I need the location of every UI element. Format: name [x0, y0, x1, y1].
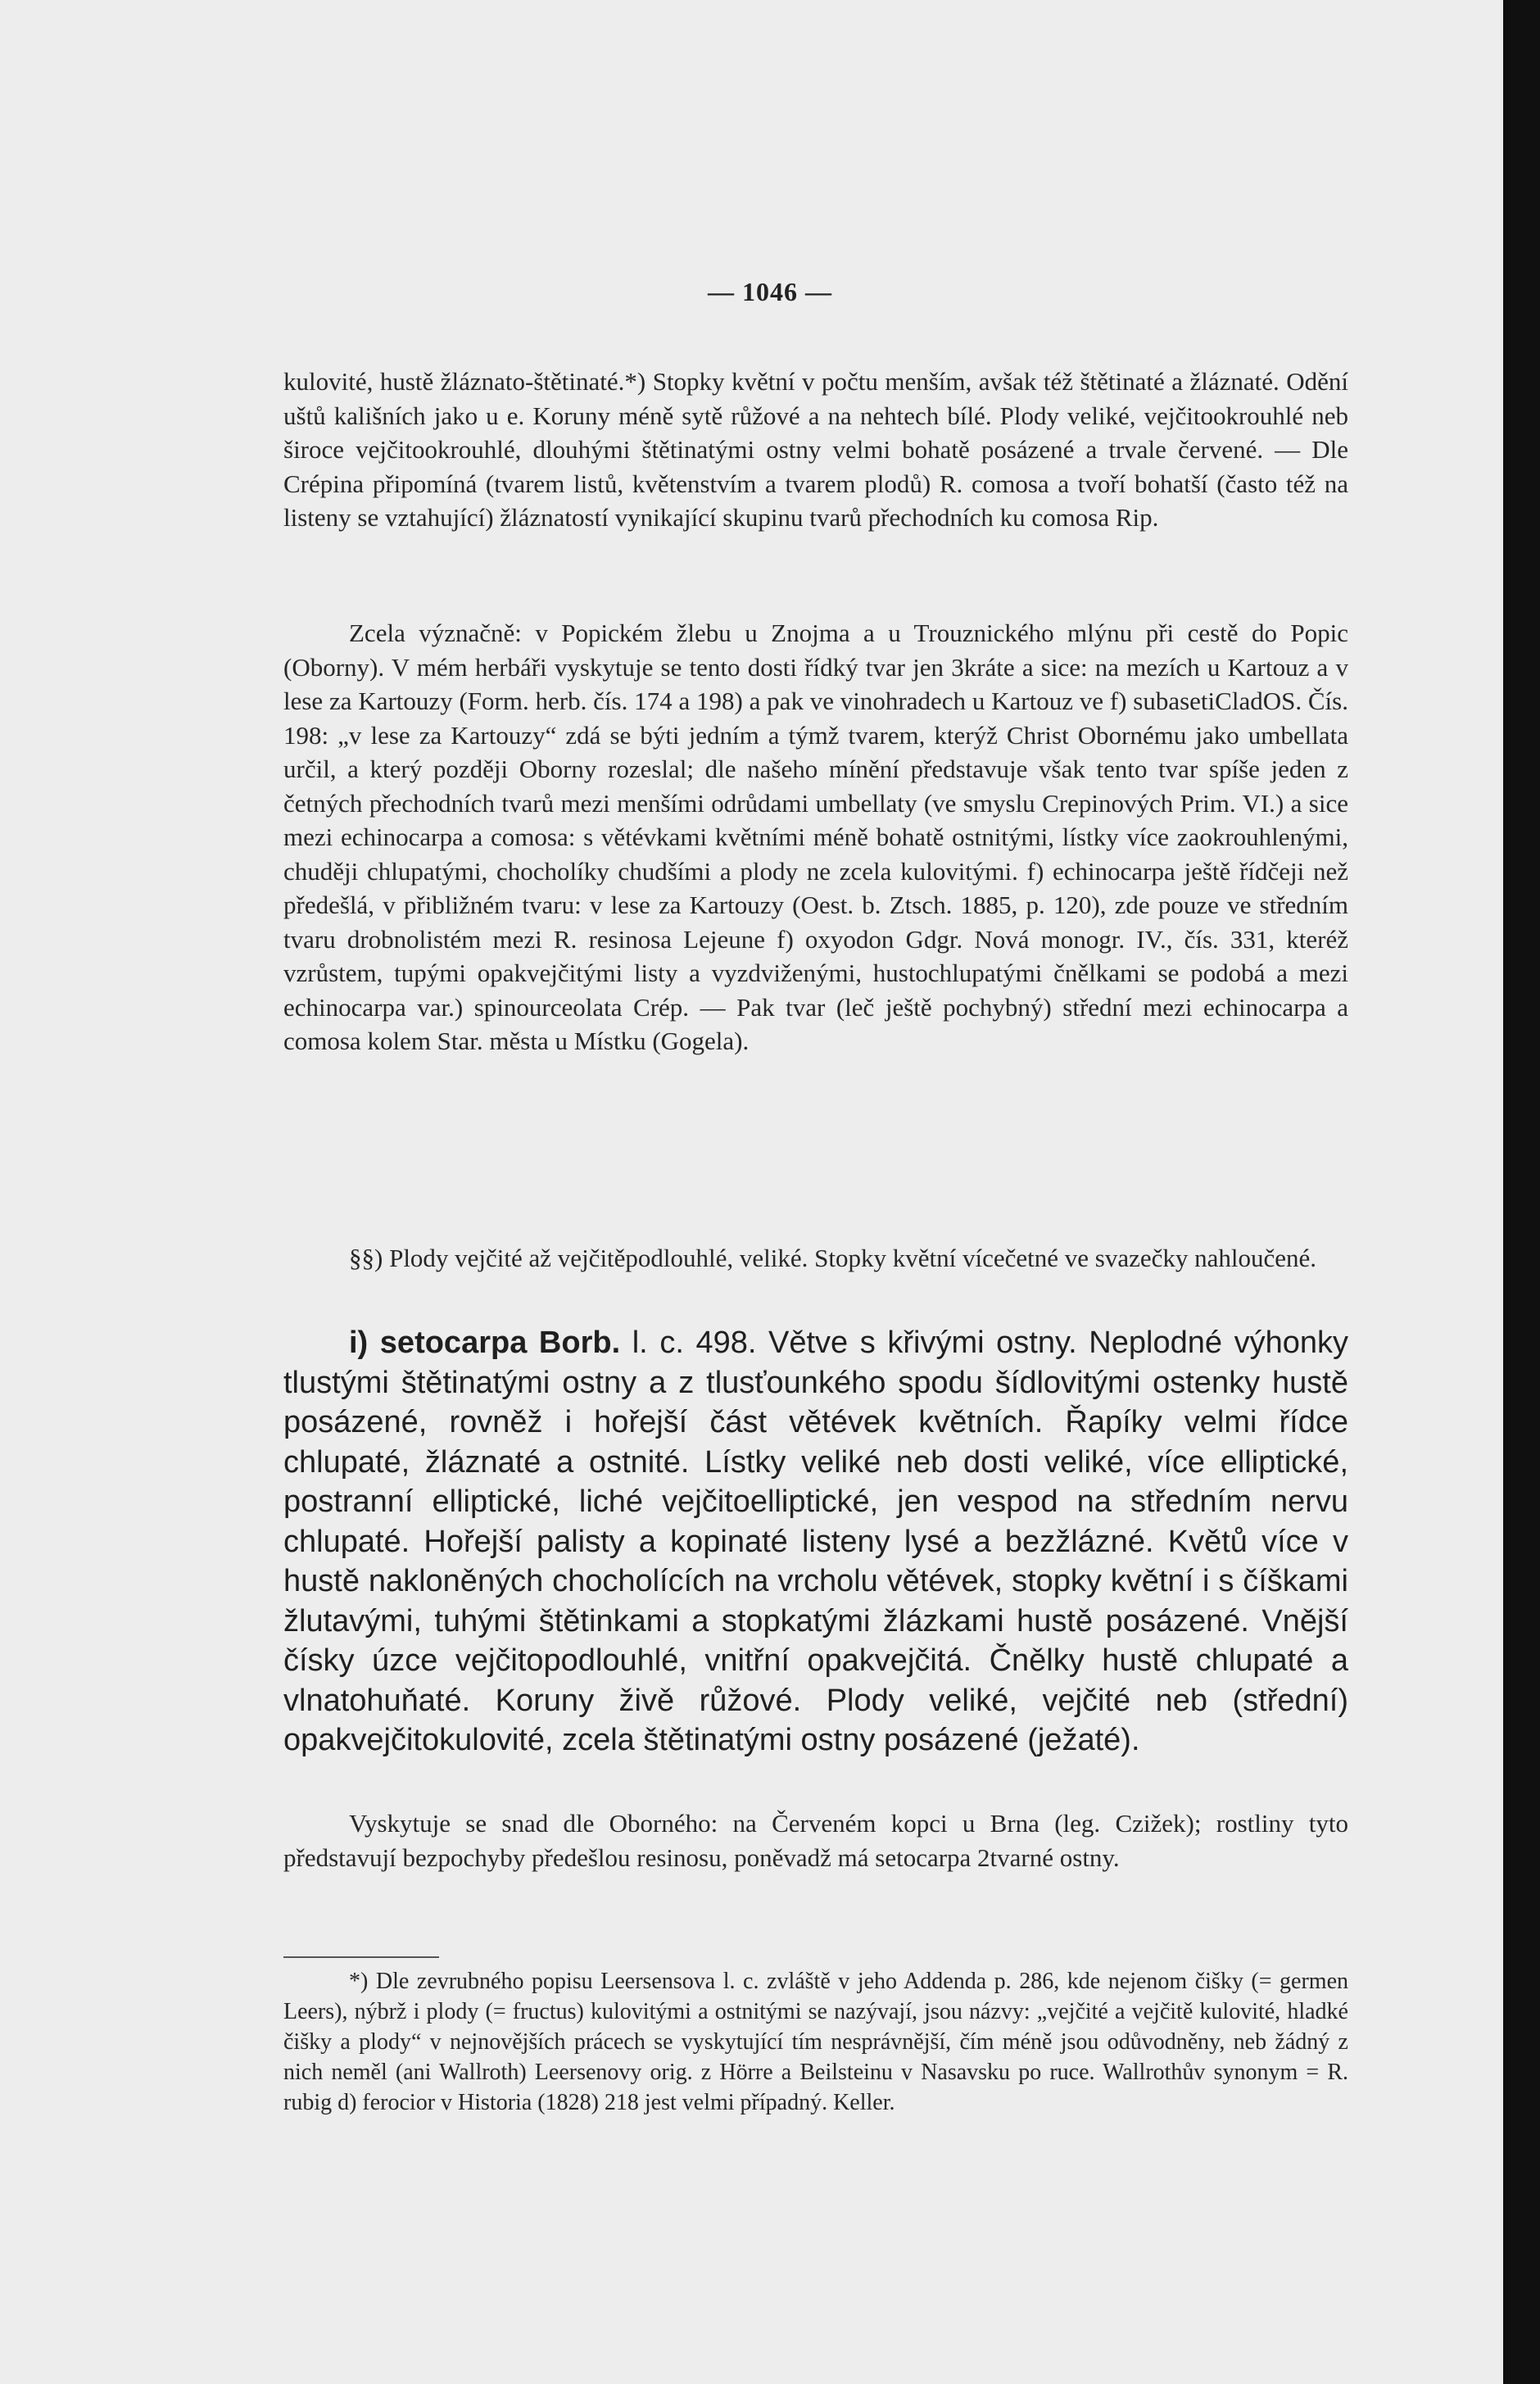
- taxon-description: l. c. 498. Větve s křivými ostny. Neplodné výhonky tlustými štětinatými ostny a z tlusťounkého spodu šídlovitými ostenky hustě posázené, rovněž i hořejší část větévek květních. Řapíky velmi řídce chlupaté, žláznaté a ostnité. Lístky veliké neb dosti veliké, více elliptické, postranní elliptické, liché vejčitoelliptické, jen vespod na středním nervu chlupaté. Hořejší palisty a kopinaté listeny lysé a bezžlázné. Květů více v hustě nakloněných chocholících na vrcholu větévek, stopky květní i s číškami žlutavými, tuhými štětinkami a stopkatými žlázkami hustě posázené. Vnější čísky úzce vejčitopodlouhlé, vnitřní opakvejčitá. Čnělky hustě chlupaté a vlnatohuňaté. Koruny živě růžové. Plody veliké, vejčité neb (střední) opakvejčitokulovité, zcela štětinatými ostny posázené (ježaté).: [283, 1326, 1348, 1757]
- paragraph-text: Vyskytuje se snad dle Oborného: na Červeném kopci u Brna (leg. Czižek); rostliny tyto představují bezpochyby předešlou resinosu, poněvadž má setocarpa 2tvarné ostny.: [283, 1809, 1348, 1872]
- paragraph-localities: [283, 616, 1348, 1058]
- footnote-divider: [283, 1956, 439, 1958]
- footnote-text: *) Dle zevrubného popisu Leersensova l. c. zvláště v jeho Addenda p. 286, kde nejenom čišky (= germen Leers), nýbrž i plody (= fructus) kulovitými a ostnitými se nazývají, jsou názvy: „vejčité a vejčitě kulovité, hladké čišky a plody“ v nejnovějších prácech se vyskytující tím nesprávnější, čím méně jsou odůvodněny, neb žádný z nich neměl (ani Wallroth) Leersenovy orig. z Hörre a Beilsteinu v Nasavsku po ruce. Wallrothův synonym = R. rubig d) ferocior v Historia (1828) 218 jest velmi případný. Keller.: [283, 1969, 1348, 2115]
- paragraph-text: kulovité, hustě žláznato-štětinaté.*) Stopky květní v počtu menším, avšak též štětinaté a žláznaté. Odění uštů kališních jako u e. Koruny méně sytě růžové a na nehtech bílé. Plody veliké, vejčitookrouhlé neb široce vejčitookrouhlé, dlouhými štětinatými ostny velmi bohatě posázené a trvale červené. — Dle Crépina připomíná (tvarem listů, květenstvím a tvarem plodů) R. comosa a tvoří bohatší (často též na listeny se vztahující) žláznatostí vynikající skupinu tvarů přechodních ku comosa Rip.: [283, 367, 1348, 532]
- paragraph-occurrence: [283, 1806, 1348, 1874]
- page-number: — 1046 —: [708, 277, 832, 306]
- paragraph-continued: [283, 365, 1348, 535]
- scan-border: [1503, 0, 1540, 2384]
- paragraph-setocarpa: [283, 1323, 1348, 1761]
- paragraph-text: Zcela význačně: v Popickém žlebu u Znojma a u Trouznického mlýnu při cestě do Popic (Oborny). V mém herbáři vyskytuje se tento dosti řídký tvar jen 3kráte a sice: na mezích u Kartouz a v lese za Kartouzy (Form. herb. čís. 174 a 198) a pak ve vinohradech u Kartouz ve f) subasetiCladOS. Čís. 198: „v lese za Kartouzy“ zdá se býti jedním a týmž tvarem, kterýž Christ Obornému jako umbellata určil, a který později Oborny rozeslal; dle našeho mínění představuje však tento tvar spíše jeden z četných přechodních tvarů mezi menšími odrůdami umbellaty (ve smyslu Crepinových Prim. VI.) a sice mezi echinocarpa a comosa: s větévkami květními méně bohatě ostnitými, lístky více zaokrouhlenými, chuději chlupatými, chocholíky chudšími a plody ne zcela kulovitými. f) echinocarpa ještě řídčeji než předešlá, v přibližném tvaru: v lese za Kartouzy (Oest. b. Ztsch. 1885, p. 120), zde pouze ve středním tvaru drobnolistém mezi R. resinosa Lejeune f) oxyodon Gdgr. Nová monogr. IV., čís. 331, kteréž vzrůstem, tupými opakvejčitými listy a vyzdviženými, hustochlupatými čnělkami se podobá a mezi echinocarpa var.) spinourceolata Crép. — Pak tvar (leč ještě pochybný) střední mezi echinocarpa a comosa kolem Star. města u Místku (Gogela).: [283, 619, 1348, 1055]
- footnote: [283, 1966, 1348, 2118]
- taxon-heading: i) setocarpa Borb.: [349, 1326, 621, 1360]
- paragraph-text: [283, 1323, 1348, 1761]
- paragraph-text: §§) Plody vejčité až vejčitěpodlouhlé, veliké. Stopky květní vícečetné ve svazečky nahloučené.: [349, 1244, 1317, 1272]
- paragraph-section-marker: [283, 1241, 1348, 1276]
